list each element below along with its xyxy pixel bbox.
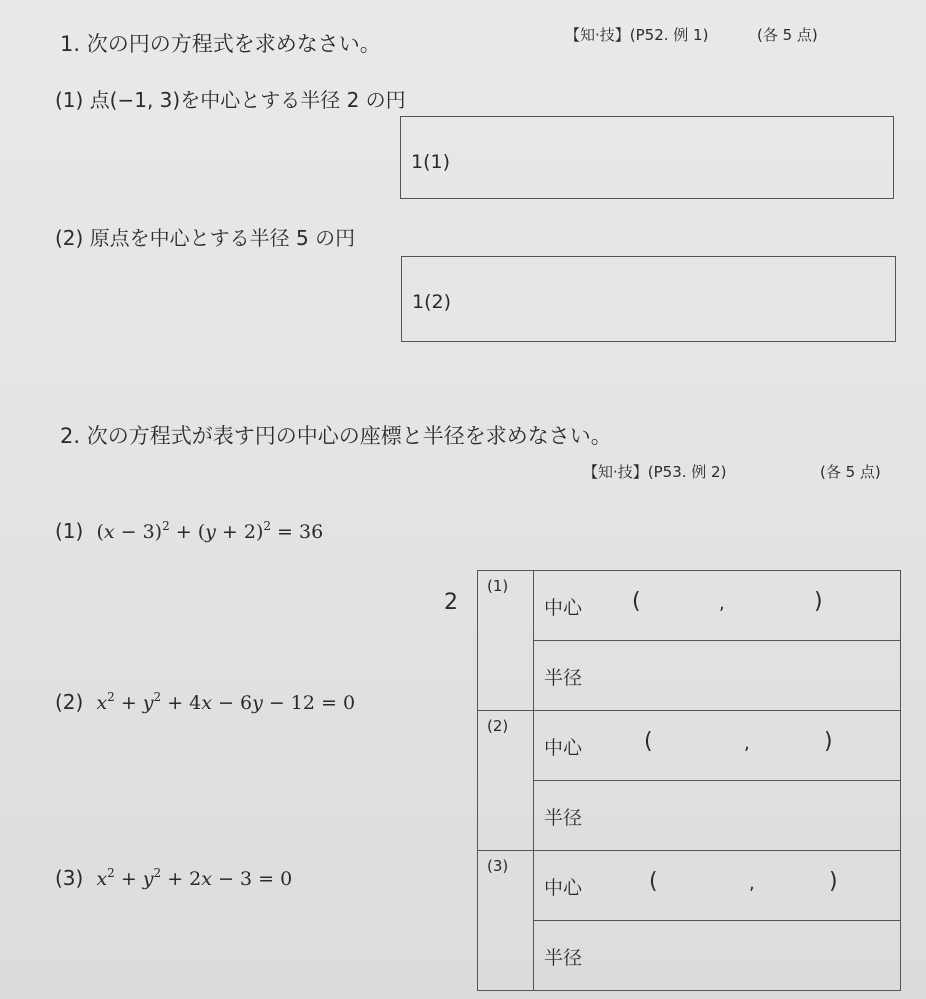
center-label: 中心 <box>544 877 583 899</box>
grid-row-number: (2) <box>478 711 534 851</box>
q2-equation-1: $(x - 3)^2 + (y + 2)^2 = 36$ <box>96 519 324 543</box>
radius-cell-2[interactable] <box>534 781 901 851</box>
center-cell-3[interactable] <box>534 851 901 921</box>
q2-item-3-number: (3) <box>55 866 84 890</box>
center-label: 中心 <box>544 597 583 619</box>
answer-grid <box>477 570 901 991</box>
q2-item-1 <box>55 519 323 543</box>
q2-equation-3: $x^2 + y^2 + 2x - 3 = 0$ <box>96 866 293 890</box>
q2-item-2-number: (2) <box>55 690 84 714</box>
radius-label: 半径 <box>544 807 583 829</box>
answer-box-1-1[interactable] <box>400 116 894 199</box>
answer-box-label: 1(2) <box>412 291 452 313</box>
grid-row-number: (3) <box>478 851 534 991</box>
radius-label: 半径 <box>544 947 583 969</box>
close-paren: ) <box>814 589 823 614</box>
close-paren: ) <box>824 729 833 754</box>
q2-heading: 2. 次の方程式が表す円の中心の座標と半径を求めなさい。 <box>60 424 612 448</box>
open-paren: ( <box>632 589 641 614</box>
close-paren: ) <box>829 869 838 894</box>
q1-heading: 1. 次の円の方程式を求めなさい。 <box>60 32 381 56</box>
q2-tag: 【知·技】(P53. 例 2) <box>583 463 727 481</box>
comma: , <box>719 593 725 614</box>
q2-points: (各 5 点) <box>820 463 881 481</box>
radius-label: 半径 <box>544 667 583 689</box>
q2-item-1-number: (1) <box>55 519 84 543</box>
open-paren: ( <box>649 869 658 894</box>
q2-item-3 <box>55 866 292 890</box>
q1-points: (各 5 点) <box>757 26 818 44</box>
center-cell-2[interactable] <box>534 711 901 781</box>
radius-cell-3[interactable] <box>534 921 901 991</box>
answer-box-label: 1(1) <box>411 151 451 173</box>
comma: , <box>744 733 750 754</box>
radius-cell-1[interactable] <box>534 641 901 711</box>
grid-row-number: (1) <box>478 571 534 711</box>
q1-tag: 【知·技】(P52. 例 1) <box>565 26 709 44</box>
answer-grid-number: 2 <box>444 590 458 615</box>
q2-equation-2: $x^2 + y^2 + 4x - 6y - 12 = 0$ <box>96 690 356 714</box>
answer-box-1-2[interactable] <box>401 256 896 342</box>
q1-item-1: (1) 点(−1, 3)を中心とする半径 2 の円 <box>55 88 406 112</box>
center-label: 中心 <box>544 737 583 759</box>
q1-item-2: (2) 原点を中心とする半径 5 の円 <box>55 226 356 250</box>
center-cell-1[interactable] <box>534 571 901 641</box>
q2-item-2 <box>55 690 355 714</box>
comma: , <box>749 873 755 894</box>
open-paren: ( <box>644 729 653 754</box>
